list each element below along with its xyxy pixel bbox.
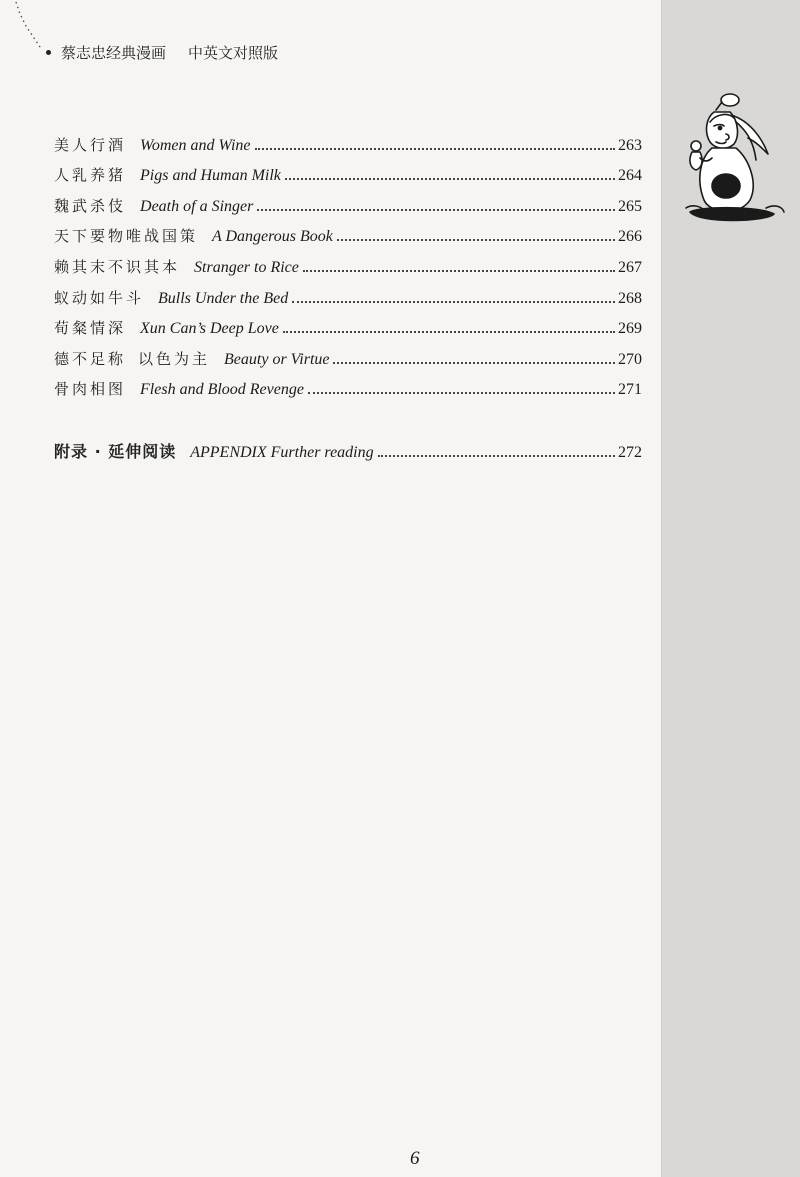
header-bullet-icon (46, 50, 51, 55)
toc-entry[interactable] (54, 310, 642, 341)
toc-entry-page: 263 (618, 136, 642, 154)
cartoon-scholar-figure-icon (670, 88, 794, 228)
toc-entry-english-title: Death of a Singer (140, 197, 254, 215)
toc-entry[interactable] (54, 371, 642, 402)
toc-entry-page: 265 (618, 197, 642, 215)
dot-leader (333, 362, 615, 364)
toc-entry[interactable] (54, 126, 642, 157)
toc-entry-page: 264 (618, 167, 642, 185)
toc-entry[interactable] (54, 248, 642, 279)
dot-leader (292, 301, 615, 303)
toc-entry-page: 270 (618, 350, 642, 368)
toc-entry-english-title: Women and Wine (140, 136, 251, 154)
page-number: 6 (410, 1148, 420, 1169)
toc-entry-chinese-title: 德不足称 (54, 349, 127, 368)
toc-entry-chinese-title: 骨肉相图 (54, 380, 127, 399)
dot-leader (283, 331, 615, 333)
toc-entry[interactable] (54, 279, 642, 310)
book-subtitle: 中英文对照版 (188, 44, 279, 62)
dot-leader (303, 270, 615, 272)
toc-entry-chinese-title: 美人行酒 (54, 135, 127, 154)
toc-entry-page: 269 (618, 320, 642, 338)
toc-entry[interactable] (54, 187, 642, 218)
toc-entry-chinese-title: 赖其末不识其本 (54, 257, 181, 276)
toc-entry-page: 266 (618, 228, 642, 246)
toc-entry[interactable] (54, 218, 642, 249)
toc-entry-page: 267 (618, 258, 642, 276)
dot-leader (285, 178, 615, 180)
appendix-chinese-title: 附录 · 延伸阅读 (54, 441, 177, 461)
toc-entry-english-title: A Dangerous Book (212, 228, 333, 246)
dot-leader (378, 455, 615, 457)
toc-entry-page: 268 (618, 289, 642, 307)
toc-entry-chinese-title: 天下要物唯战国策 (54, 227, 199, 246)
book-title: 蔡志忠经典漫画 (61, 44, 167, 62)
toc-entry[interactable] (54, 340, 642, 371)
dot-leader (255, 148, 615, 150)
running-header (46, 42, 278, 63)
toc-entry-chinese-title: 荀粲情深 (54, 319, 127, 338)
dot-leader (308, 392, 615, 394)
toc-entry-english-title: Beauty or Virtue (224, 350, 330, 368)
toc-entry[interactable] (54, 157, 642, 188)
dot-leader (257, 209, 615, 211)
toc-entry-english-title: Xun Can’s Deep Love (140, 320, 279, 338)
dot-leader (337, 239, 615, 241)
toc-entry-english-title: Bulls Under the Bed (158, 289, 289, 307)
toc-entry-chinese-title: 人乳养猪 (54, 166, 127, 185)
toc-entry-english-title: Pigs and Human Milk (140, 167, 281, 185)
table-of-contents (54, 126, 642, 464)
toc-entry-chinese-subtitle: 以色为主 (138, 349, 211, 368)
appendix-page: 272 (618, 443, 642, 461)
toc-entry-chinese-title: 魏武杀伎 (54, 196, 127, 215)
toc-entry-page: 271 (618, 381, 642, 399)
toc-entry-chinese-title: 蚁动如牛斗 (54, 288, 145, 307)
toc-appendix-entry[interactable] (54, 433, 642, 464)
toc-entry-english-title: Flesh and Blood Revenge (140, 381, 304, 399)
appendix-english-title: APPENDIX Further reading (190, 443, 374, 461)
toc-entry-english-title: Stranger to Rice (194, 258, 299, 276)
